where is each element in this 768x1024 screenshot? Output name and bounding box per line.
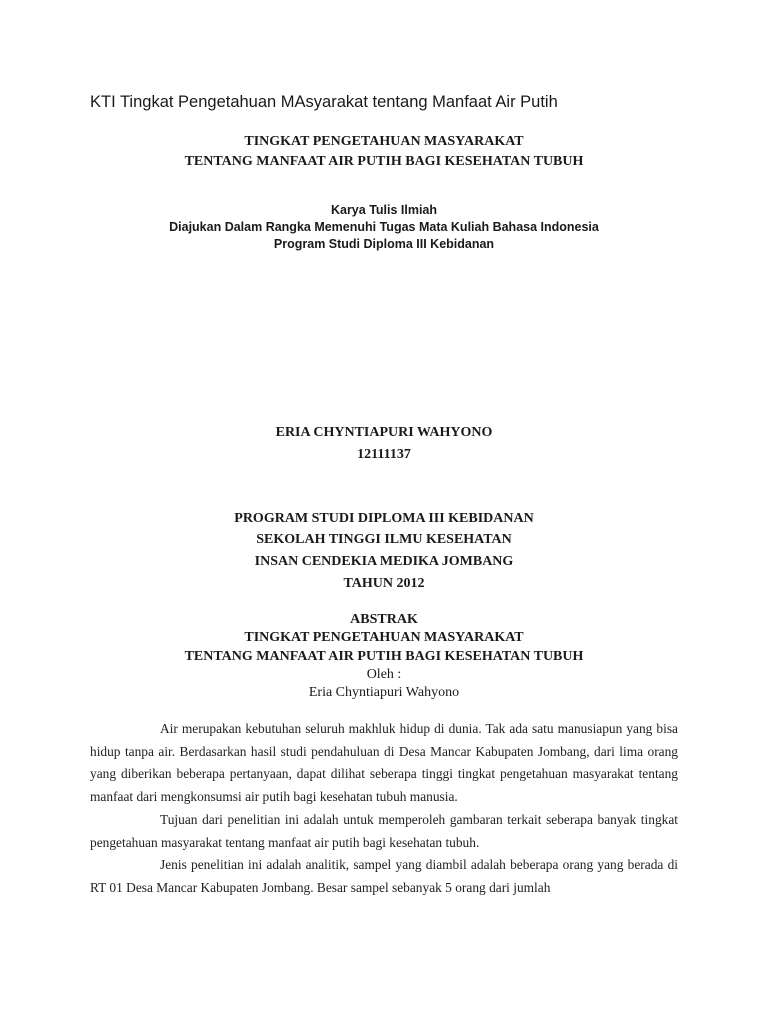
document-header-title: KTI Tingkat Pengetahuan MAsyarakat tentang Manfaat Air Putih bbox=[90, 93, 558, 111]
cover-program: Program Studi Diploma III Kebidanan bbox=[273, 237, 495, 251]
cover-document-type: Karya Tulis Ilmiah bbox=[330, 203, 438, 217]
abstract-heading: ABSTRAK bbox=[350, 612, 418, 627]
abstract-paragraph: Tujuan dari penelitian ini adalah untuk memperoleh gambaran terkait seberapa banyak tingkat pengetahuan masyarakat tentang manfaat air putih bagi kesehatan tubuh. bbox=[90, 811, 678, 850]
abstract-paragraph: Jenis penelitian ini adalah analitik, sampel yang diambil adalah beberapa orang yang berada di RT 01 Desa Mancar Kabupaten Jombang. Besar sampel sebanyak 5 orang dari jumlah bbox=[90, 857, 678, 895]
abstract-body bbox=[90, 718, 678, 900]
cover-institution-line-2: SEKOLAH TINGGI ILMU KESEHATAN bbox=[256, 532, 512, 547]
cover-institution-line-1: PROGRAM STUDI DIPLOMA III KEBIDANAN bbox=[234, 511, 534, 526]
cover-title-line-1: TINGKAT PENGETAHUAN MASYARAKAT bbox=[244, 134, 524, 149]
abstract-paragraph: Air merupakan kebutuhan seluruh makhluk hidup di dunia. Tak ada satu manusiapun yang bisa hidup tanpa air. Berdasarkan hasil studi pendahuluan di Desa Mancar Kabupaten Jombang, dari lima orang yang diberikan beberapa pertanyaan, dapat dilihat seberapa tinggi tingkat pengetahuan masyarakat tentang manfaat dari mengkonsumsi air putih bagi kesehatan tubuh manusia. bbox=[90, 721, 678, 805]
cover-author-id: 12111137 bbox=[357, 447, 411, 462]
cover-title-line-2: TENTANG MANFAAT AIR PUTIH BAGI KESEHATAN TUBUH bbox=[184, 154, 584, 169]
cover-author-name: ERIA CHYNTIAPURI WAHYONO bbox=[275, 425, 493, 440]
cover-year: TAHUN 2012 bbox=[343, 576, 425, 591]
cover-purpose: Diajukan Dalam Rangka Memenuhi Tugas Mata Kuliah Bahasa Indonesia bbox=[169, 220, 599, 234]
cover-institution-line-3: INSAN CENDEKIA MEDIKA JOMBANG bbox=[254, 554, 514, 569]
abstract-author: Eria Chyntiapuri Wahyono bbox=[308, 685, 460, 700]
abstract-by-label: Oleh : bbox=[366, 667, 402, 682]
abstract-title-line-2: TENTANG MANFAAT AIR PUTIH BAGI KESEHATAN TUBUH bbox=[184, 649, 584, 664]
abstract-title-line-1: TINGKAT PENGETAHUAN MASYARAKAT bbox=[244, 630, 524, 645]
